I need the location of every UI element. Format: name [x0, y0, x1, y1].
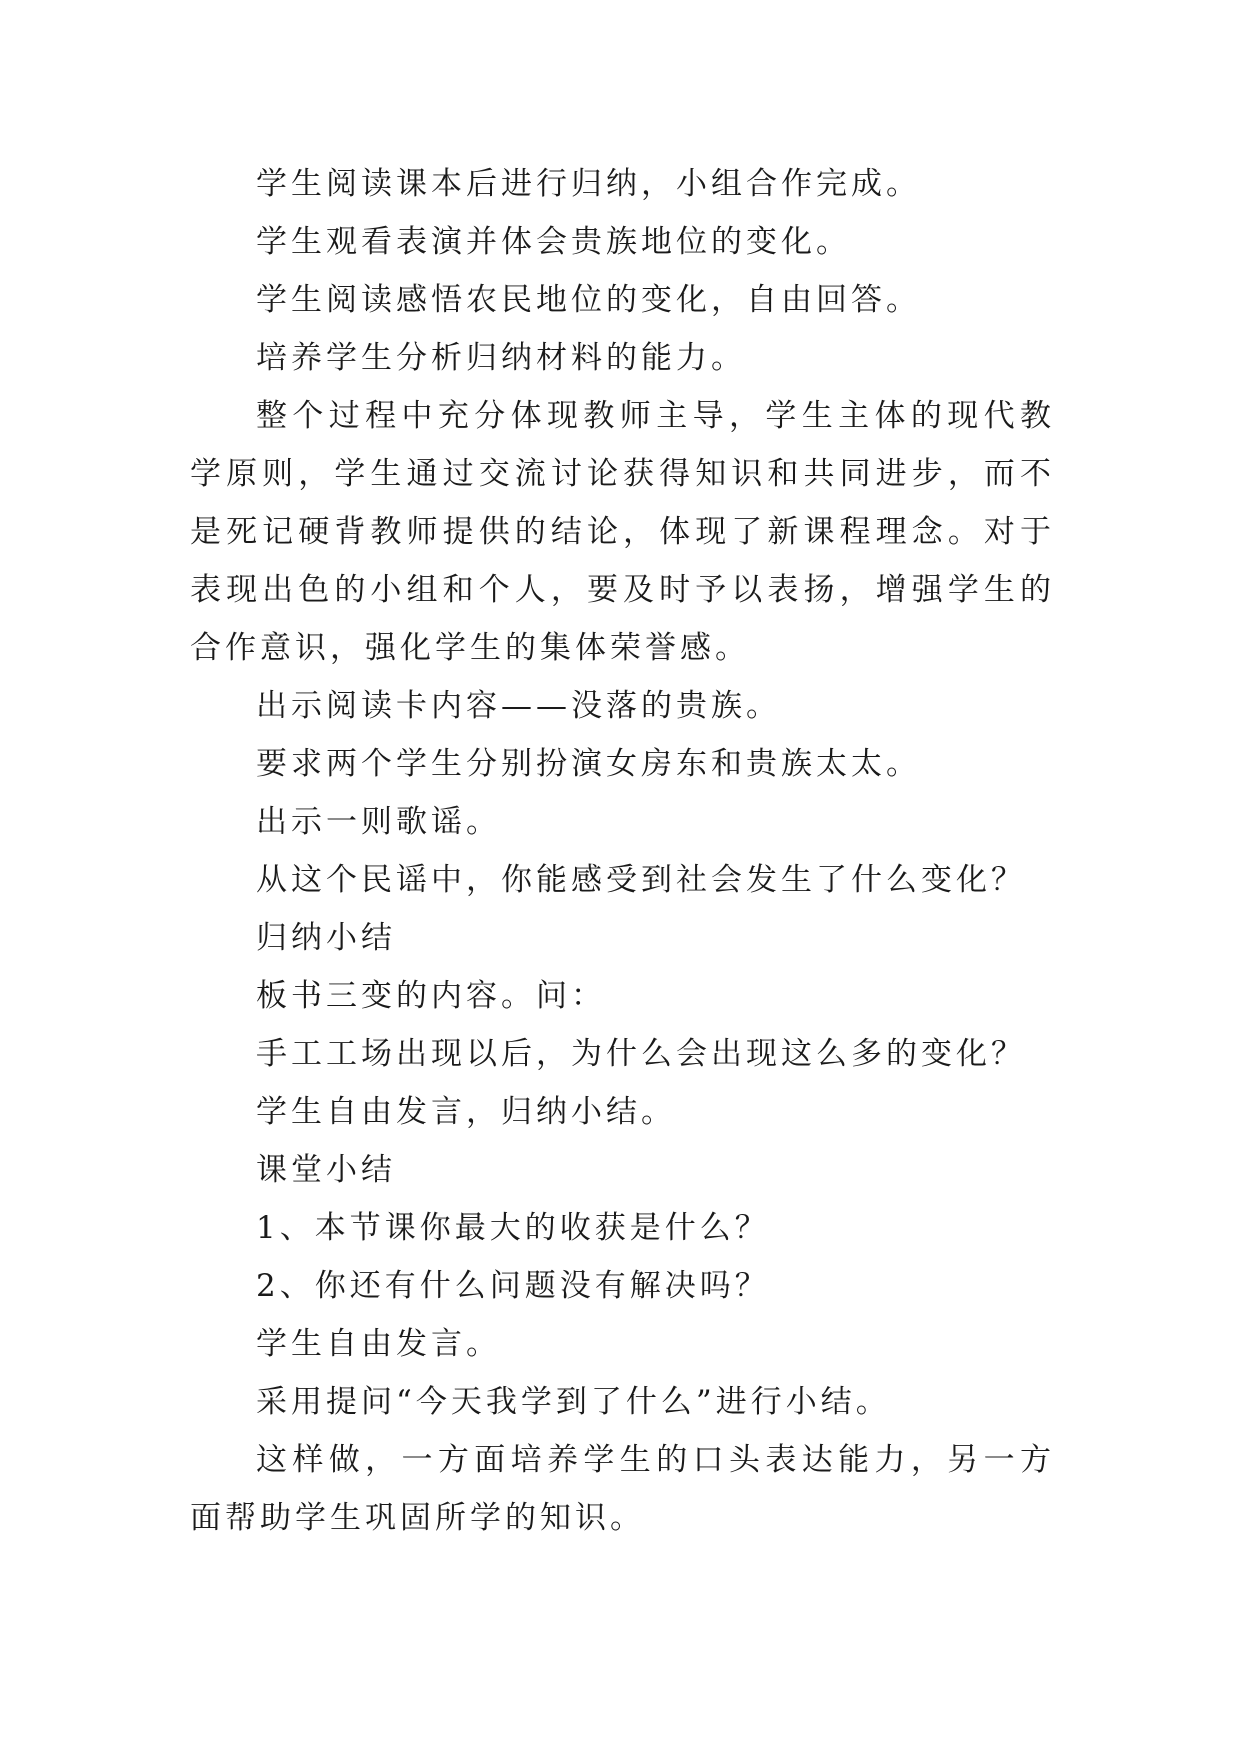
paragraph: 整个过程中充分体现教师主导，学生主体的现代教学原则，学生通过交流讨论获得知识和共同进步，而不是死记硬背教师提供的结论，体现了新课程理念。对于表现出色的小组和个人，要及时予以表扬，增强学生的合作意识，强化学生的集体荣誉感。	[190, 398, 1055, 666]
paragraph: 学生阅读感悟农民地位的变化，自由回答。	[256, 282, 921, 318]
paragraph: 出示阅读卡内容——没落的贵族。	[256, 688, 781, 724]
paragraph: 学生阅读课本后进行归纳，小组合作完成。	[256, 166, 921, 202]
list-item: 1、本节课你最大的收获是什么？	[256, 1210, 770, 1246]
paragraph: 出示一则歌谣。	[256, 804, 501, 840]
paragraph: 板书三变的内容。问：	[256, 978, 606, 1014]
paragraph: 这样做，一方面培养学生的口头表达能力，另一方面帮助学生巩固所学的知识。	[190, 1442, 1055, 1536]
list-item: 2、你还有什么问题没有解决吗？	[256, 1268, 770, 1304]
document-body	[190, 155, 1055, 1547]
paragraph: 手工工场出现以后，为什么会出现这么多的变化？	[256, 1036, 1026, 1072]
section-heading: 归纳小结	[256, 920, 396, 956]
paragraph: 采用提问“今天我学到了什么”进行小结。	[256, 1384, 891, 1420]
paragraph: 学生自由发言。	[256, 1326, 501, 1362]
paragraph: 从这个民谣中，你能感受到社会发生了什么变化？	[256, 862, 1026, 898]
section-heading: 课堂小结	[256, 1152, 396, 1188]
paragraph: 学生观看表演并体会贵族地位的变化。	[256, 224, 851, 260]
paragraph: 培养学生分析归纳材料的能力。	[256, 340, 746, 376]
paragraph: 学生自由发言，归纳小结。	[256, 1094, 676, 1130]
paragraph: 要求两个学生分别扮演女房东和贵族太太。	[256, 746, 921, 782]
